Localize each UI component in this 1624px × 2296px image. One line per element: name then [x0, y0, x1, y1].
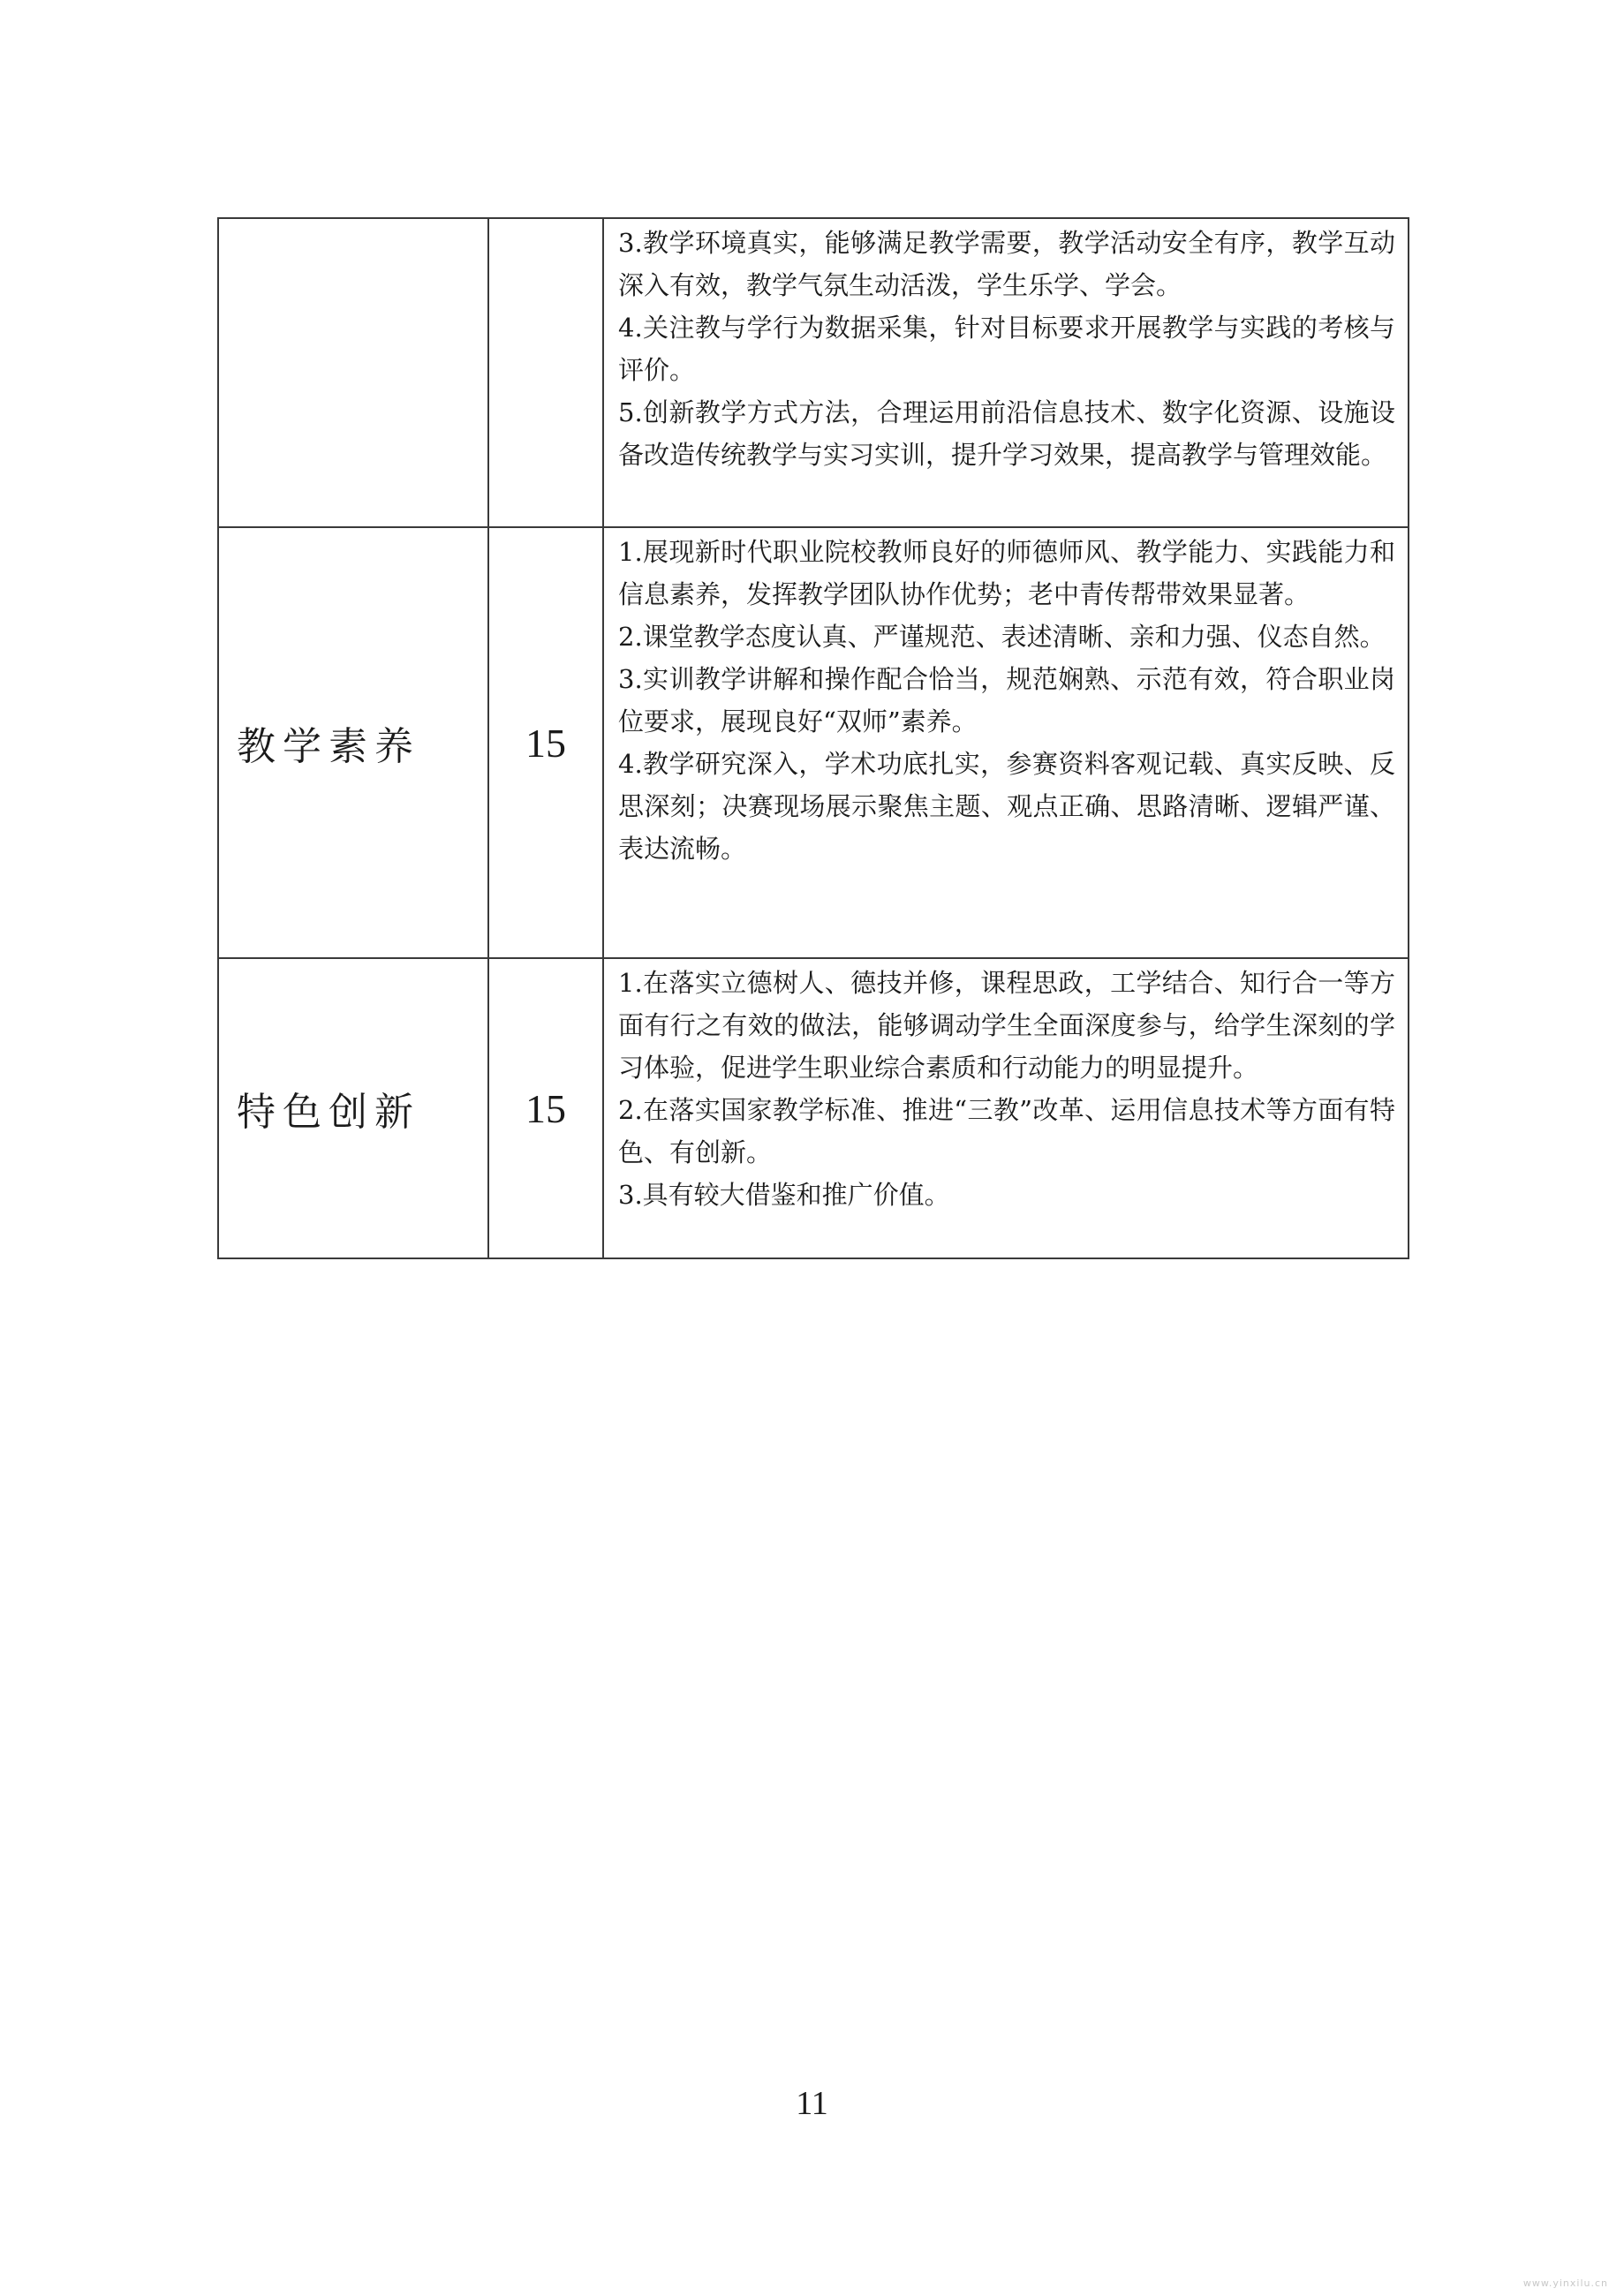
criteria-item: 4.教学研究深入，学术功底扎实，参赛资料客观记载、真实反映、反思深刻；决赛现场展示聚焦主题、观点正确、思路清晰、逻辑严谨、表达流畅。: [618, 749, 1395, 864]
evaluation-criteria-table: [217, 217, 1409, 1259]
table-row: [218, 527, 1409, 958]
criteria-item: 4.关注教与学行为数据采集，针对目标要求开展教学与实践的考核与评价。: [618, 313, 1395, 385]
criteria-item: 5.创新教学方式方法，合理运用前沿信息技术、数字化资源、设施设备改造传统教学与实习实训，提升学习效果，提高教学与管理效能。: [618, 397, 1395, 470]
criteria-description-cell: [603, 218, 1409, 527]
criteria-description-cell: [603, 527, 1409, 958]
score-cell: [488, 218, 603, 527]
criteria-item: 3.具有较大借鉴和推广价值。: [618, 1180, 950, 1210]
criteria-item: 1.展现新时代职业院校教师良好的师德师风、教学能力、实践能力和信息素养，发挥教学团队协作优势；老中青传帮带效果显著。: [618, 537, 1395, 609]
category-cell: 教学素养: [218, 527, 488, 958]
score-cell: 15: [488, 958, 603, 1258]
table-row: [218, 958, 1409, 1258]
category-cell: 特色创新: [218, 958, 488, 1258]
watermark: www.yinxilu.cn: [1522, 2277, 1608, 2289]
criteria-item: 3.实训教学讲解和操作配合恰当，规范娴熟、示范有效，符合职业岗位要求，展现良好“双师”素养。: [618, 664, 1395, 736]
category-cell: [218, 218, 488, 527]
table-row: [218, 218, 1409, 527]
criteria-item: 1.在落实立德树人、德技并修，课程思政，工学结合、知行合一等方面有行之有效的做法，能够调动学生全面深度参与，给学生深刻的学习体验，促进学生职业综合素质和行动能力的明显提升。: [618, 968, 1395, 1083]
score-cell: 15: [488, 527, 603, 958]
page-number: 11: [796, 2085, 828, 2122]
criteria-item: 2.在落实国家教学标准、推进“三教”改革、运用信息技术等方面有特色、有创新。: [618, 1095, 1395, 1167]
criteria-item: 3.教学环境真实，能够满足教学需要，教学活动安全有序，教学互动深入有效，教学气氛生动活泼，学生乐学、学会。: [618, 228, 1395, 300]
criteria-item: 2.课堂教学态度认真、严谨规范、表述清晰、亲和力强、仪态自然。: [618, 622, 1386, 652]
criteria-description-cell: [603, 958, 1409, 1258]
